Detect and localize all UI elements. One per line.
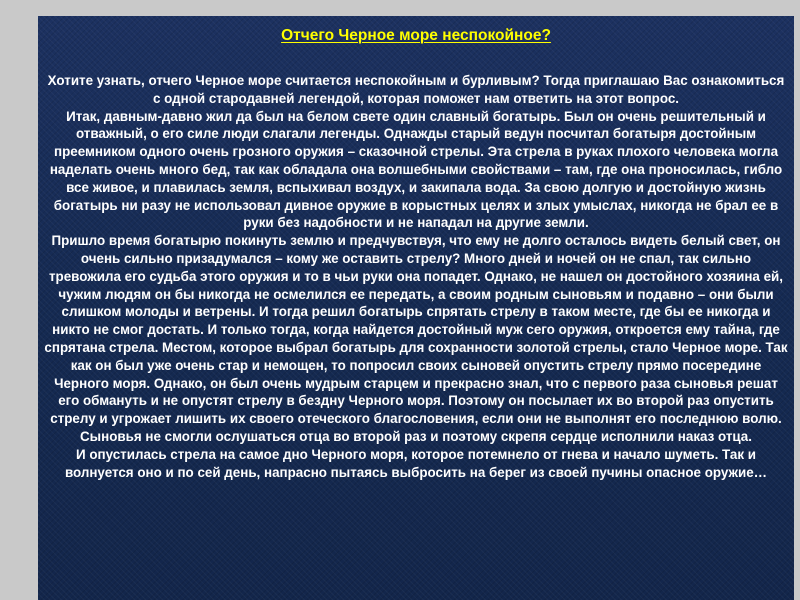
paragraph-hiding-arrow: Пришло время богатырю покинуть землю и предчувствуя, что ему не долго осталось видеть белый свет, он очень сильно призадумался – кому же оставить стрелу? Много дней и ночей он не спал, так сильно тревожила его судьба этого оружия и то в чьи руки она попадет. Однако, не нашел он достойного хозяина ей, чужим людям он бы никогда не осмелился ее передать, а своим родным сыновьям и подавно – они были слишком молоды и ветрены. И тогда решил богатырь спрятать стрелу в таком месте, где бы ее никогда и никто не смог достать. И только тогда, когда найдется достойный муж сего оружия, откроется ему тайна, где спрятана стрела. Местом, которое выбрал богатырь для сохранности золотой стрелы, стало Черное море. Так как он был уже очень стар и немощен, то попросил своих сыновей опустить стрелу прямо посередине Черного моря. Однако, он был очень мудрым старцем и прекрасно знал, что с первого раза сыновья решат его обмануть и не опустят стрелу в бездну Черного моря. Поэтому он посылает их во второй раз опустить стрелу и угрожает лишить их своего отеческого благословения, если они не выполнят его последнюю волю. Сыновья не смогли ослушаться отца во второй раз и поэтому скрепя сердце исполнили наказ отца.	[44, 233, 788, 444]
paragraph-ending: И опустилась стрела на самое дно Черного моря, которое потемнело от гнева и начало шуметь. Так и волнуется оно и по сей день, напрасно пытаясь выбросить на берег из своей пучины опасное оружие…	[64, 446, 768, 480]
slide-title: Отчего Черное море неспокойное?	[281, 27, 551, 44]
paragraph-hero: Итак, давным-давно жил да был на белом свете один славный богатырь. Был он очень решительный и отважный, о его силе люди слагали легенды. Однажды старый ведун посчитал богатыря достойным преемником одного очень грозного оружия – сказочной стрелы. Эта стрела в руках плохого человека могла наделать очень много бед, так как обладала она волшебными свойствами – там, где она проносилась, гибло все живое, и плавилась земля, вспыхивал воздух, и закипала вода. За свою долгую и достойную жизнь богатырь ни разу не использовал дивное оружие в корыстных целях и злых умыслах, никогда не брал ее в руки без надобности и не нападал на другие земли.	[49, 108, 783, 231]
legend-text	[44, 72, 788, 481]
paragraph-intro: Хотите узнать, отчего Черное море считается неспокойным и бурливым? Тогда приглашаю Вас ознакомиться с одной стародавней легендой, которая поможет нам ответить на этот вопрос.	[47, 73, 785, 106]
